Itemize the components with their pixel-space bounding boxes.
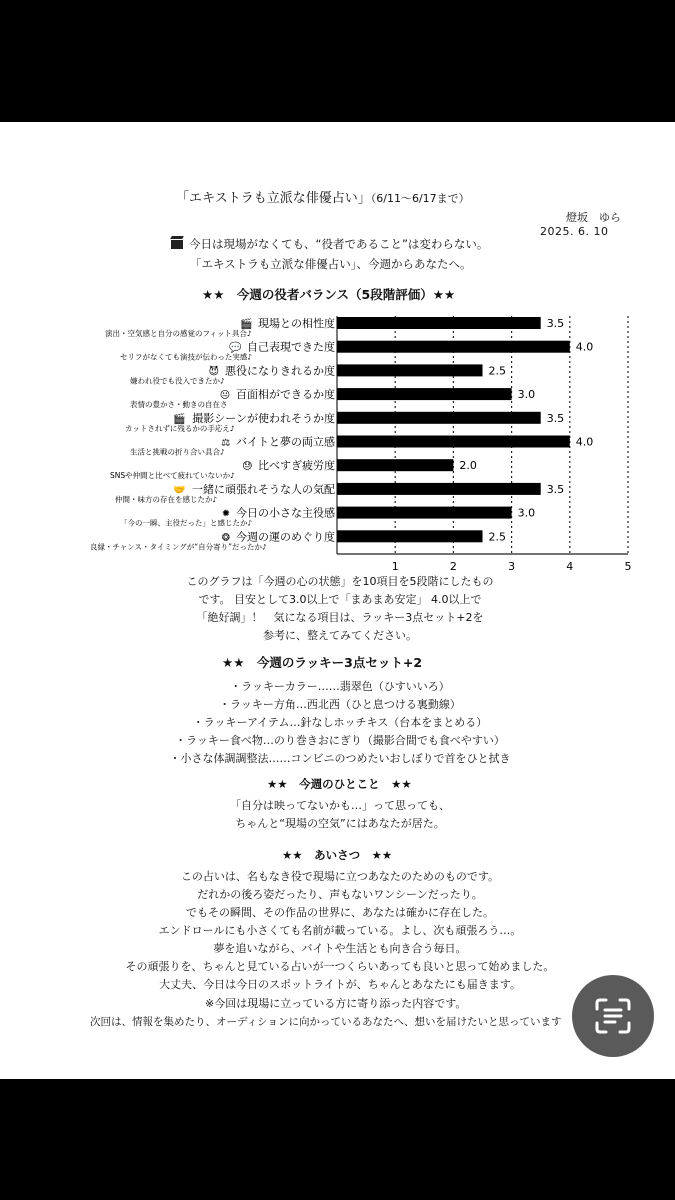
chart-category-note: 生活と挑戦の折り合い具合♪ [130,447,225,457]
section-title-balance: ★★ 今週の役者バランス（5段階評価）★★ [202,287,456,302]
chart-tick-label: 1 [391,560,399,573]
chart-category-icon: 🎬 [172,413,186,425]
chart-category-icon: ✹ [221,508,231,520]
chart-value-label: 3.5 [546,482,565,496]
chart-category-label: 今週の運のめぐり度 [236,530,335,544]
chart-category-icon: ⚖ [221,437,231,449]
chart-category-note: 「今の一瞬、主役だった」と感じたか♪ [120,518,253,528]
intro-line-1: 今日は現場がなくても、“役者であること”は変わらない。 [171,236,488,252]
chart-tick-label: 4 [566,560,574,573]
chart-value-label: 4.0 [575,340,594,354]
page-title: 「エキストラも立派な俳優占い」（6/11～6/17まで） [176,191,470,206]
chart-value-label: 3.0 [517,388,536,402]
chart-bar [337,483,541,495]
chart-category-icon: 😓 [242,461,253,473]
text-scan-button[interactable] [572,975,654,1057]
chart-bar [337,364,483,376]
chart-category-label: 比べすぎ疲労度 [258,459,335,473]
list-item: ・ラッキーカラー……翡翠色（ひすいいろ） [230,680,450,693]
chart-category-label: 現場との相性度 [258,317,335,330]
chart-category-note: 演出・空気感と自分の感覚のフィット具合♪ [105,329,252,338]
chart-caption-line: 「絶好調」！ 気になる項目は、ラッキー3点セット+2を [196,611,484,624]
chart-bar [337,507,512,519]
chart-category-label: 自己表現できた度 [247,340,335,354]
chart-tick-label: 3 [508,560,516,573]
balance-bar-chart [0,122,675,602]
lucky-list [130,678,550,768]
greeting-line: その頑張りを、ちゃんと見ている占いが一つくらいあっても良いと思って始めました。 [125,960,555,973]
section-title-greeting: ★★ あいさつ ★★ [282,848,393,862]
chart-value-label: 2.5 [488,530,506,544]
word-line: 「自分は映ってないかも…」って思っても、 [230,799,450,812]
chart-category-note: SNSや仲間と比べて疲れていないか♪ [110,471,235,481]
list-item: ・小さな体調調整法……コンビニのつめたいおしぼりで首をひと拭き [169,752,511,765]
chart-value-label: 3.5 [546,317,565,330]
chart-category-icon: 💬 [228,342,242,354]
greeting-line: 夢を追いながら、バイトや生活とも向き合う毎日。 [213,942,467,955]
chart-category-label: 百面相ができるか度 [236,388,335,402]
chart-caption [130,573,550,645]
chart-category-note: セリフがなくても演技が伝わった実感♪ [120,352,253,362]
chart-category-note: 仲間・味方の存在を感じたか♪ [115,494,218,504]
section-title-lucky: ★★ 今週のラッキー3点セット+2 [222,655,423,670]
chart-bar [337,388,512,400]
document-page [0,122,675,1079]
chart-bar [337,459,453,471]
chart-bar [337,341,570,353]
chart-caption-line: 参考に、整えてみてください。 [263,629,417,642]
chart-category-icon: 🎬 [240,319,253,330]
chart-bar [337,530,483,542]
chart-category-icon: ❂ [221,532,231,544]
chart-category-label: 悪役になりきれるか度 [225,364,335,378]
chart-category-note: 良縁・チャンス・タイミングが“自分寄り”だったか♪ [90,542,267,552]
intro-line-2: 「エキストラも立派な俳優占い」、今週からあなたへ。 [190,257,472,271]
greeting-line: でもその瞬間、その作品の世界に、あなたは確かに存在した。 [186,906,494,919]
greeting-line: 大丈夫、今日は今日のスポットライトが、ちゃんとあなたにも届きます。 [159,978,521,991]
greeting-line: だれかの後ろ姿だったり、声もないワンシーンだったり。 [197,888,483,901]
word-line: ちゃんと“現場の空気”にはあなたが居た。 [235,817,445,830]
next-time-note: 次回は、情報を集めたり、オーディションに向かっているあなたへ、想いを届けたいと思っています [90,1016,562,1028]
chart-tick-label: 5 [624,560,632,573]
chart-category-note: 嫌われ役でも没入できたか♪ [130,376,225,386]
chart-category-icon: 🤝 [172,484,186,496]
chart-caption-line: このグラフは「今週の心の状態」を10項目を5段階にしたもの [186,575,494,588]
list-item: ・ラッキーアイテム…針なしホッチキス（台本をまとめる） [192,716,488,729]
chart-category-icon: 😐 [219,390,231,402]
weekly-word [130,797,550,833]
chart-tick-label: 2 [449,560,457,573]
chart-category-note: カットされずに残るかの手応え♪ [125,423,235,433]
section-title-word: ★★ 今週のひとこと ★★ [267,777,412,791]
author-name: 燈坂 ゆら [566,211,621,224]
chart-value-label: 3.5 [546,411,565,425]
chart-category-note: 表情の豊かさ・動きの自在さ [130,400,228,410]
greeting-line: エンドロールにも小さくても名前が載っている。よし、次も頑張ろう…。 [158,924,522,937]
list-item: ・ラッキー食べ物…のり巻きおにぎり（撮影合間でも食べやすい） [175,734,505,747]
chart-value-label: 2.5 [488,364,506,378]
chart-value-label: 4.0 [575,435,594,449]
greeting-line: この占いは、名もなき役で現場に立つあなたのためのものです。 [180,870,500,883]
text-scan-icon [594,997,632,1035]
chart-value-label: 3.0 [517,506,536,520]
chart-caption-line: です。 目安として3.0以上で「まあまあ安定」 4.0以上で [198,593,482,606]
chart-bar [337,436,570,448]
chart-bar [337,412,541,424]
chart-category-icon: 😈 [208,366,219,378]
list-item: ・ラッキー方角…西北西（ひと息つける裏動線） [219,698,461,711]
publish-date: 2025. 6. 10 [540,225,609,238]
chart-category-label: バイトと夢の両立感 [236,435,335,449]
chart-value-label: 2.0 [459,459,477,473]
chart-category-label: 撮影シーンが使われそうか度 [192,411,335,425]
greeting-text [100,868,580,994]
greeting-note: ※今回は現場に立っている方に寄り添った内容です。 [205,997,467,1010]
chart-bar [337,317,541,329]
chart-category-label: 一緒に頑張れそうな人の気配 [192,482,335,496]
chart-category-label: 今日の小さな主役感 [236,506,335,520]
